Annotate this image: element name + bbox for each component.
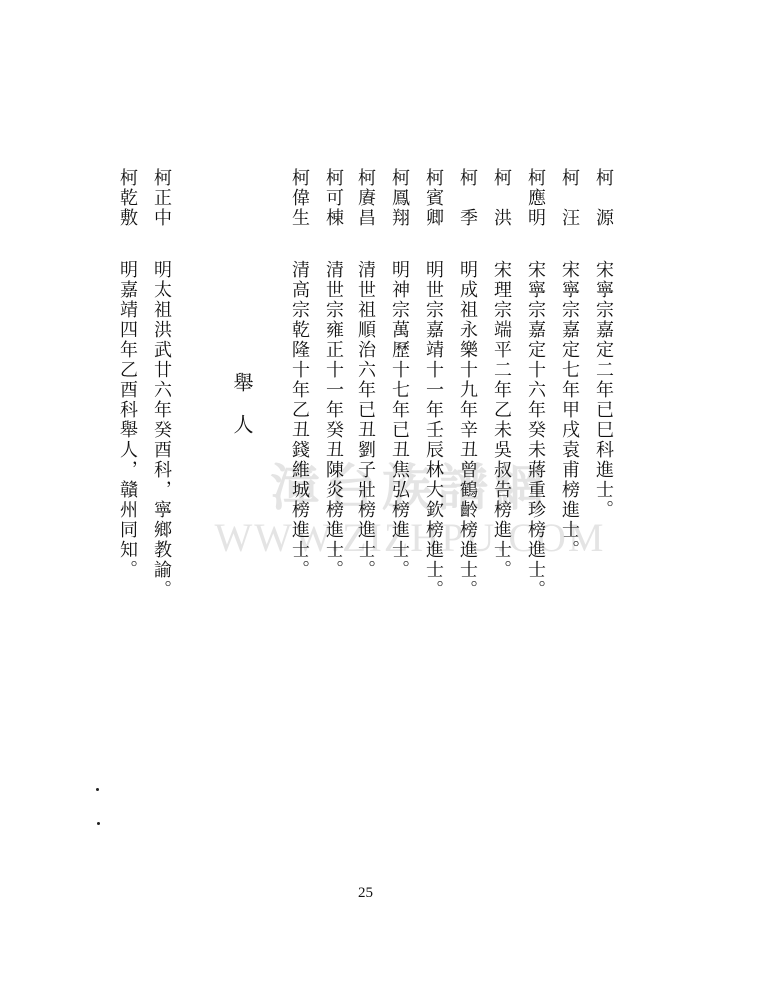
entry-description: 明成祖永樂十九年辛丑曾鶴齡榜進士。 [457,260,478,600]
entry-name: 柯 汪 [559,168,580,228]
entry-description: 明太祖洪武廿六年癸酉科，寧鄉教諭。 [151,260,172,600]
entry-description: 清高宗乾隆十年乙丑錢維城榜進士。 [289,260,310,580]
page-number: 25 [358,885,373,901]
entry-name: 柯 源 [593,168,614,228]
entry-name: 柯應明 [525,168,546,228]
entry-name: 柯 季 [457,168,478,228]
entry-description: 宋寧宗嘉定七年甲戌袁甫榜進士。 [559,260,580,560]
entry-name: 柯可棟 [323,168,344,228]
entry-description: 宋理宗端平二年乙未吳叔告榜進士。 [491,260,512,580]
scan-speck [96,788,99,791]
watermark-chinese: 漳台族譜網 [270,458,550,517]
entry-name: 柯乾敷 [117,168,138,228]
entry-description: 明神宗萬歷十七年已丑焦弘榜進士。 [389,260,410,580]
entry-description: 清世祖順治六年已丑劉子壯榜進士。 [355,260,376,580]
entry-name: 柯偉生 [289,168,310,228]
entry-description: 宋寧宗嘉定二年已巳科進士。 [593,260,614,520]
entry-name: 柯鳳翔 [389,168,410,228]
entry-description: 明世宗嘉靖十一年壬辰林大欽榜進士。 [423,260,444,600]
entry-description: 清世宗雍正十一年癸丑陳炎榜進士。 [323,260,344,580]
entry-description: 宋寧宗嘉定十六年癸未蔣重珍榜進士。 [525,260,546,600]
entry-name: 柯賓卿 [423,168,444,228]
section-heading-juren: 舉人 [230,372,254,456]
entry-name: 柯賡昌 [355,168,376,228]
watermark-url: WWW.ZIZHPU.COM [214,515,606,560]
entry-description: 明嘉靖四年乙酉科舉人，贛州同知。 [117,260,138,580]
scan-speck [97,822,100,825]
entry-name: 柯 洪 [491,168,512,228]
entry-name: 柯正中 [151,168,172,228]
